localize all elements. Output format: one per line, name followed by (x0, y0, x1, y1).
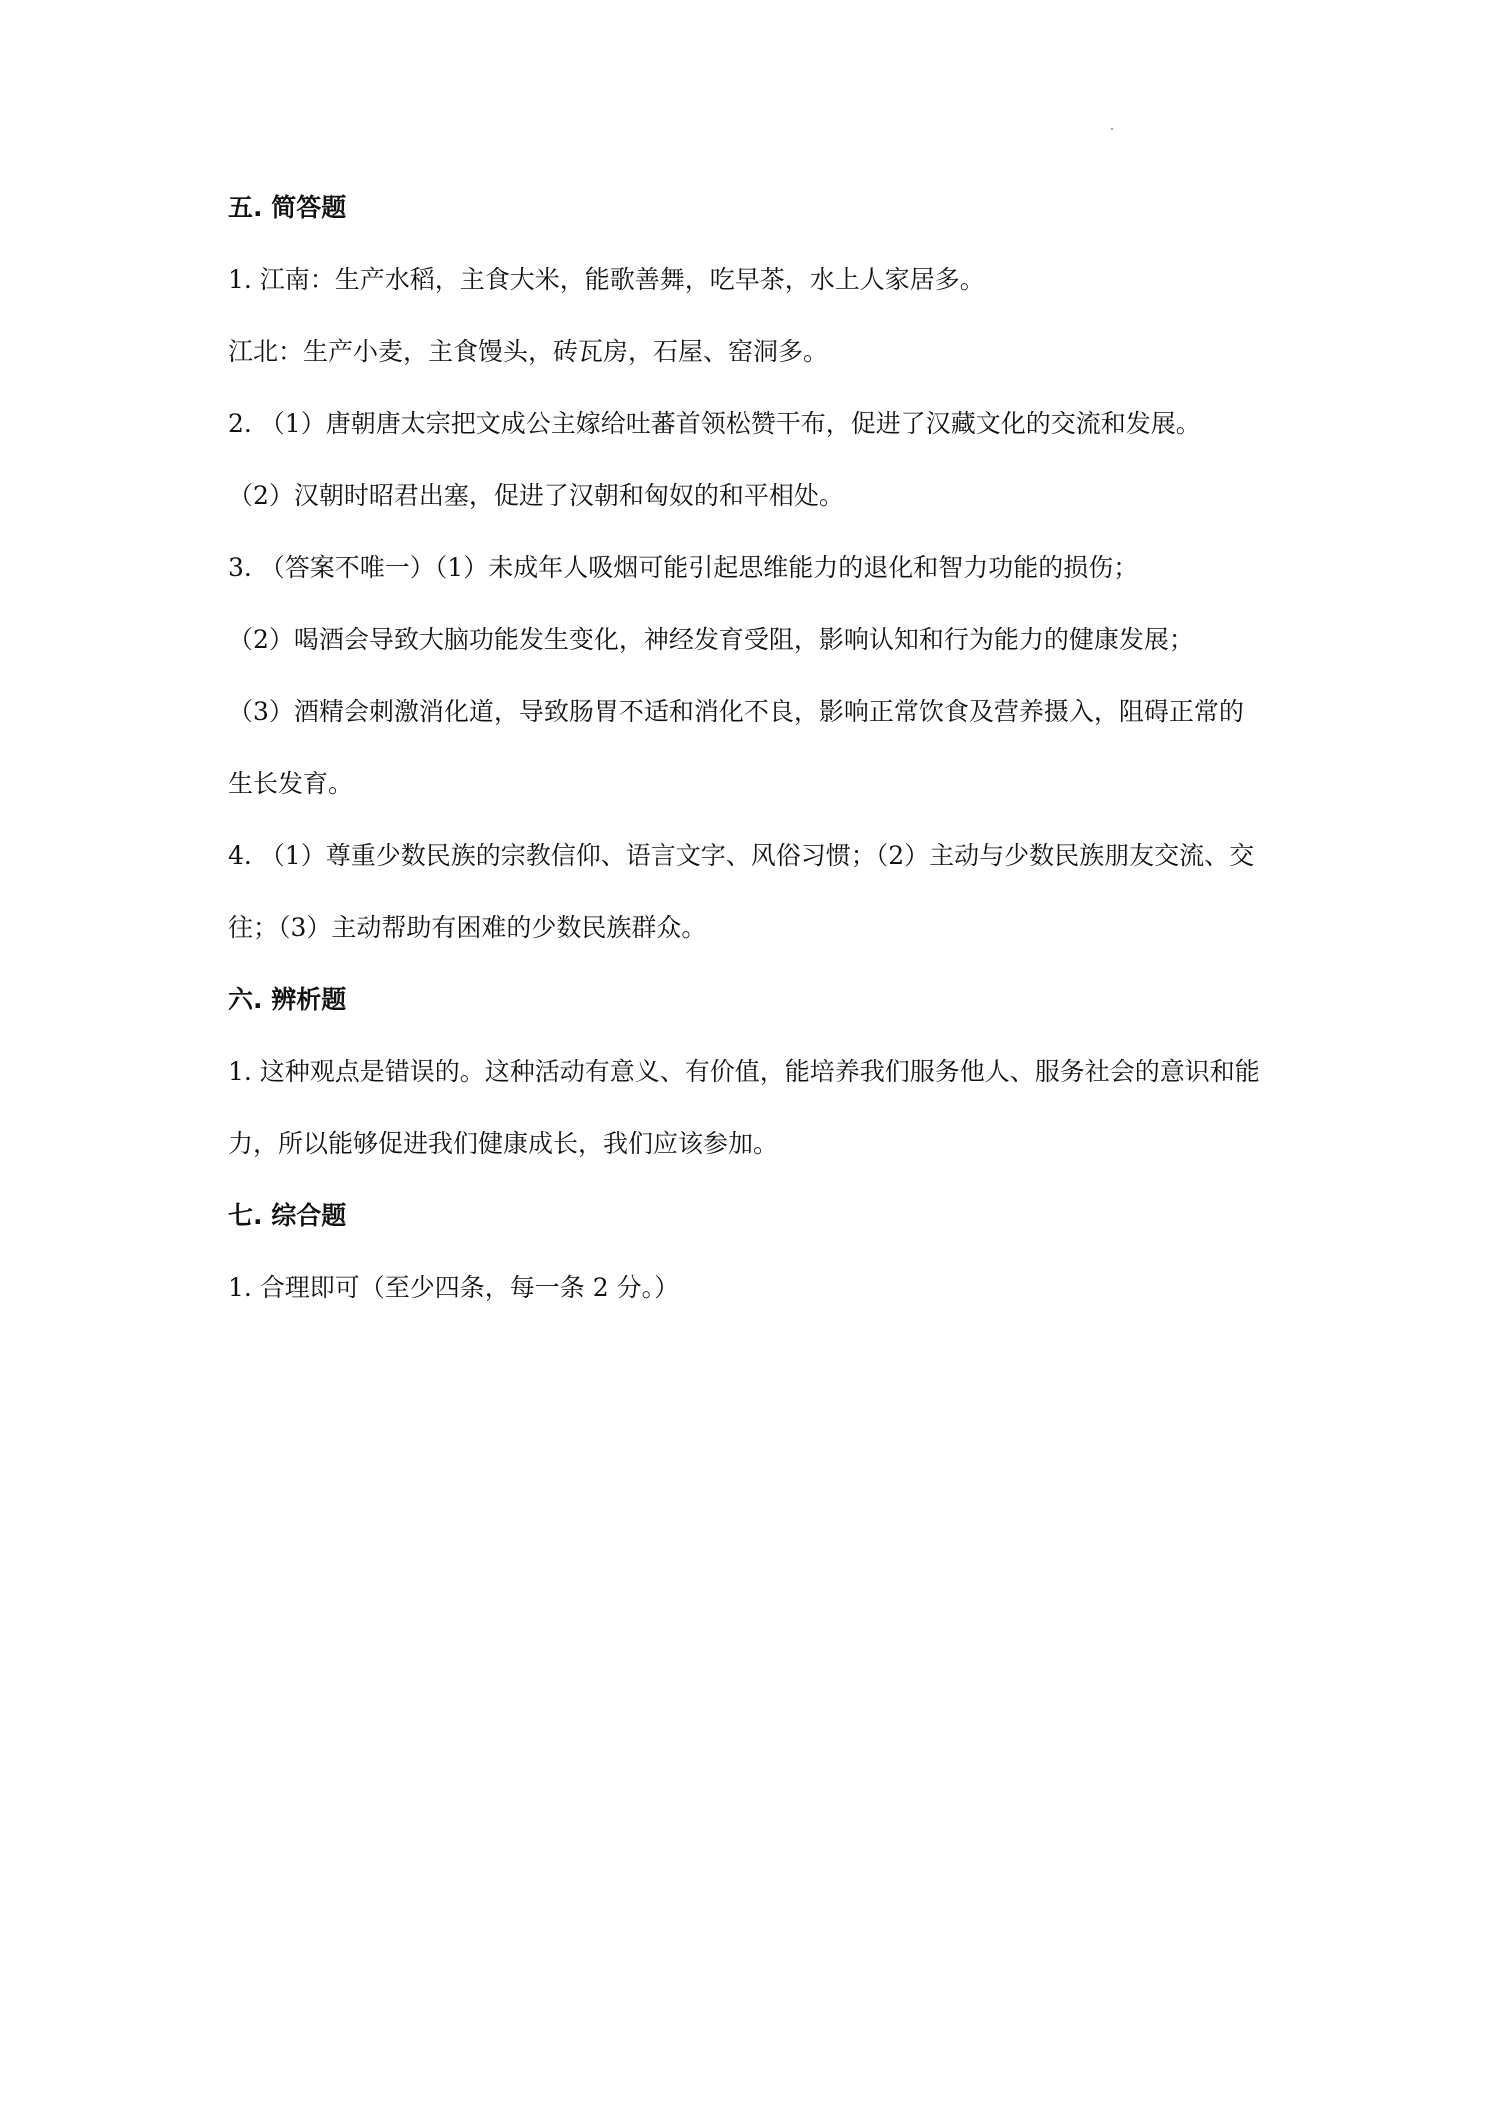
section-heading-short-answer: 五. 简答题 (228, 193, 347, 222)
answer-4: 4. （1）尊重少数民族的宗教信仰、语言文字、风俗习惯；（2）主动与少数民族朋友交流、交往；（3）主动帮助有困难的少数民族群众。 (228, 841, 1255, 942)
answer-1-jiangbei: 江北：生产小麦，主食馒头，砖瓦房，石屋、窑洞多。 (228, 337, 829, 366)
answer-2-part-2: （2）汉朝时昭君出塞，促进了汉朝和匈奴的和平相处。 (228, 481, 844, 510)
answer-2-part-1: 2. （1）唐朝唐太宗把文成公主嫁给吐蕃首领松赞干布，促进了汉藏文化的交流和发展。 (228, 409, 1201, 438)
answer-3-part-3: （3）酒精会刺激消化道，导致肠胃不适和消化不良，影响正常饮食及营养摄入，阻碍正常的生长发育。 (228, 697, 1244, 798)
answer-3-part-2: （2）喝酒会导致大脑功能发生变化，神经发育受阻，影响认知和行为能力的健康发展； (228, 625, 1194, 654)
answer-1-jiangnan: 1. 江南：生产水稻，主食大米，能歌善舞，吃早茶，水上人家居多。 (228, 265, 985, 294)
section-heading-comprehensive: 七. 综合题 (228, 1201, 347, 1230)
answer-3-part-1: 3. （答案不唯一）（1）未成年人吸烟可能引起思维能力的退化和智力功能的损伤； (228, 553, 1139, 582)
answer-content (228, 190, 1268, 1342)
scan-dot (1111, 128, 1113, 130)
section-heading-analysis: 六. 辨析题 (228, 985, 347, 1014)
comprehensive-answer-1: 1. 合理即可（至少四条，每一条 2 分。） (228, 1273, 680, 1302)
analysis-answer-1: 1. 这种观点是错误的。这种活动有意义、有价值，能培养我们服务他人、服务社会的意识和能力，所以能够促进我们健康成长，我们应该参加。 (228, 1057, 1260, 1158)
